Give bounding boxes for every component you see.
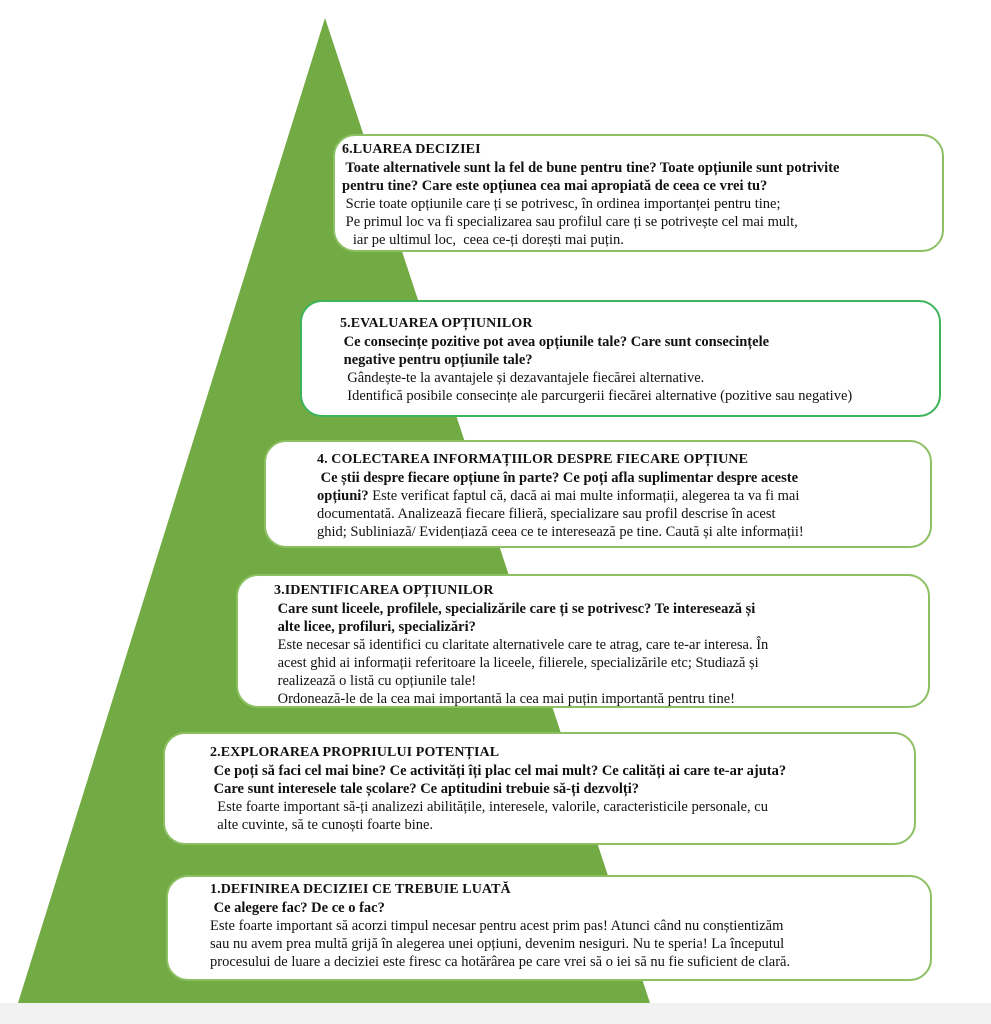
step-5-box — [300, 300, 941, 417]
step-description: Este foarte important să-ți analizezi abilitățile, interesele, valorile, caracteristicile personale, cu — [210, 799, 768, 815]
step-1-body — [210, 899, 920, 971]
step-question: Toate alternativele sunt la fel de bune pentru tine? Toate opțiunile sunt potrivite — [342, 160, 840, 176]
step-5-body — [340, 333, 929, 405]
step-description: Pe primul loc va fi specializarea sau profilul care ți se potrivește cel mai mult, — [342, 214, 798, 230]
step-question: alte licee, profiluri, specializări? — [274, 619, 476, 635]
step-question: Ce poți să faci cel mai bine? Ce activități îți plac cel mai mult? Ce calități ai care te-ar ajuta? — [210, 763, 787, 779]
step-description: realizează o listă cu opțiunile tale! — [274, 673, 477, 689]
step-2-box — [163, 732, 916, 845]
step-4-title: 4. COLECTAREA INFORMAȚIILOR DESPRE FIECARE OPȚIUNE — [317, 452, 749, 467]
step-description: procesului de luare a deciziei este firesc ca hotărârea pe care vrei să o iei să nu fie suficient de clară. — [210, 954, 791, 970]
step-5-title: 5.EVALUAREA OPȚIUNILOR — [340, 316, 533, 331]
step-question: Care sunt interesele tale școlare? Ce aptitudini trebuie să-ți dezvolți? — [210, 781, 640, 797]
step-6-body — [342, 159, 932, 249]
step-question: opțiuni? — [317, 488, 369, 504]
step-6-box — [333, 134, 944, 252]
step-description: sau nu avem prea multă grijă în alegerea unei opțiuni, devenim nesiguri. Nu te speria! La începutul — [210, 936, 785, 952]
step-description: acest ghid ai informații referitoare la liceele, filierele, specializările etc; Studiază și — [274, 655, 759, 671]
step-description: Este verificat faptul că, dacă ai mai multe informații, alegerea ta va fi mai — [368, 488, 800, 504]
step-description: Identifică posibile consecințe ale parcurgerii fiecărei alternative (pozitive sau negative) — [340, 388, 853, 404]
step-description: ghid; Subliniază/ Evidențiază ceea ce te interesează pe tine. Caută și alte informații! — [317, 524, 804, 540]
step-description: alte cuvinte, să te cunoști foarte bine. — [210, 817, 434, 833]
step-4-body — [317, 469, 920, 541]
step-question: Ce alegere fac? De ce o fac? — [210, 900, 385, 916]
step-question: Ce consecințe pozitive pot avea opțiunile tale? Care sunt consecințele — [340, 334, 770, 350]
step-3-box — [236, 574, 930, 708]
step-description: documentată. Analizează fiecare filieră, specializare sau profil descrise în acest — [317, 506, 776, 522]
step-description: iar pe ultimul loc, ceea ce-ți dorești mai puțin. — [342, 232, 624, 248]
step-2-body — [210, 762, 904, 834]
step-question: pentru tine? Care este opțiunea cea mai apropiată de ceea ce vrei tu? — [342, 178, 768, 194]
step-1-box — [166, 875, 932, 981]
step-description: Ordonează-le de la cea mai importantă la cea mai puțin importantă pentru tine! — [274, 691, 735, 707]
step-line — [317, 487, 920, 505]
step-description: Scrie toate opțiunile care ți se potrivesc, în ordinea importanței pentru tine; — [342, 196, 781, 212]
step-question: negative pentru opțiunile tale? — [340, 352, 533, 368]
step-description: Este necesar să identifici cu claritate alternativele care te atrag, care te-ar interesa. În — [274, 637, 769, 653]
page-footer-strip — [0, 1003, 991, 1024]
step-3-title: 3.IDENTIFICAREA OPȚIUNILOR — [274, 583, 494, 598]
step-4-box — [264, 440, 932, 548]
step-question: Care sunt liceele, profilele, specializările care ți se potrivesc? Te interesează și — [274, 601, 756, 617]
step-3-body — [274, 600, 918, 708]
step-6-title: 6.LUAREA DECIZIEI — [342, 142, 481, 157]
step-description: Gândește-te la avantajele și dezavantajele fiecărei alternative. — [340, 370, 705, 386]
step-question: Ce știi despre fiecare opțiune în parte? Ce poți afla suplimentar despre aceste — [317, 470, 798, 486]
step-2-title: 2.EXPLORAREA PROPRIULUI POTENȚIAL — [210, 745, 500, 760]
step-description: Este foarte important să acorzi timpul necesar pentru acest prim pas! Atunci când nu conștientizăm — [210, 918, 784, 934]
step-1-title: 1.DEFINIREA DECIZIEI CE TREBUIE LUATĂ — [210, 882, 511, 897]
